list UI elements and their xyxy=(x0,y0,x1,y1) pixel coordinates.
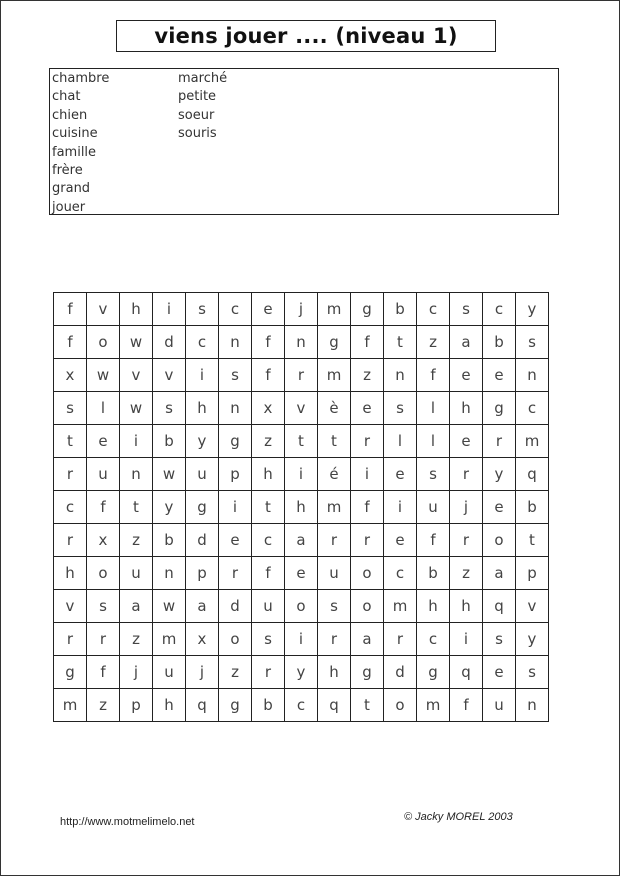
grid-cell[interactable]: g xyxy=(186,491,219,524)
grid-cell[interactable]: w xyxy=(153,458,186,491)
grid-row xyxy=(54,689,549,722)
grid-cell[interactable]: o xyxy=(285,590,318,623)
grid-cell[interactable]: r xyxy=(351,425,384,458)
grid-cell[interactable]: v xyxy=(54,590,87,623)
grid-cell[interactable]: a xyxy=(450,326,483,359)
grid-cell[interactable]: b xyxy=(384,293,417,326)
grid-cell[interactable]: c xyxy=(417,293,450,326)
grid-cell[interactable]: i xyxy=(450,623,483,656)
grid-cell[interactable]: s xyxy=(450,293,483,326)
grid-cell[interactable]: f xyxy=(351,326,384,359)
grid-cell[interactable]: i xyxy=(120,425,153,458)
grid-cell[interactable]: r xyxy=(483,425,516,458)
grid-cell[interactable]: q xyxy=(186,689,219,722)
grid-cell[interactable]: g xyxy=(54,656,87,689)
word-item: soeur xyxy=(178,107,215,123)
grid-cell[interactable]: n xyxy=(384,359,417,392)
grid-cell[interactable]: r xyxy=(219,557,252,590)
grid-cell[interactable]: m xyxy=(153,623,186,656)
grid-cell[interactable]: l xyxy=(384,425,417,458)
title-box xyxy=(116,20,496,52)
grid-cell[interactable]: v xyxy=(87,293,120,326)
word-search-grid xyxy=(53,292,549,722)
grid-cell[interactable]: v xyxy=(120,359,153,392)
grid-cell[interactable]: y xyxy=(186,425,219,458)
grid-cell[interactable]: p xyxy=(219,458,252,491)
word-list-column-1 xyxy=(52,70,109,217)
footer-copyright: © Jacky MOREL 2003 xyxy=(404,811,513,823)
grid-row xyxy=(54,425,549,458)
grid-cell[interactable]: c xyxy=(285,689,318,722)
grid-cell[interactable]: r xyxy=(450,524,483,557)
grid-cell[interactable]: r xyxy=(318,524,351,557)
grid-cell[interactable]: u xyxy=(153,656,186,689)
grid-cell[interactable]: h xyxy=(285,491,318,524)
grid-cell[interactable]: f xyxy=(351,491,384,524)
word-item: frère xyxy=(52,162,83,178)
word-list-box xyxy=(49,68,559,215)
grid-cell[interactable]: e xyxy=(252,293,285,326)
word-item: petite xyxy=(178,89,217,105)
grid-cell[interactable]: h xyxy=(252,458,285,491)
grid-cell[interactable]: w xyxy=(153,590,186,623)
grid-cell[interactable]: j xyxy=(450,491,483,524)
grid-cell[interactable]: c xyxy=(54,491,87,524)
grid-cell[interactable]: p xyxy=(516,557,549,590)
grid-cell[interactable]: r xyxy=(450,458,483,491)
grid-cell[interactable]: p xyxy=(186,557,219,590)
grid-cell[interactable]: b xyxy=(252,689,285,722)
grid-cell[interactable]: v xyxy=(153,359,186,392)
word-item: cuisine xyxy=(52,126,98,142)
grid-cell[interactable]: o xyxy=(351,557,384,590)
grid-row xyxy=(54,458,549,491)
grid-cell[interactable]: b xyxy=(516,491,549,524)
grid-cell[interactable]: z xyxy=(450,557,483,590)
grid-cell[interactable]: q xyxy=(318,689,351,722)
grid-cell[interactable]: i xyxy=(153,293,186,326)
grid-cell[interactable]: h xyxy=(450,590,483,623)
grid-cell[interactable]: z xyxy=(120,623,153,656)
grid-cell[interactable]: a xyxy=(351,623,384,656)
grid-cell[interactable]: a xyxy=(120,590,153,623)
grid-cell[interactable]: a xyxy=(483,557,516,590)
grid-cell[interactable]: f xyxy=(417,359,450,392)
grid-row xyxy=(54,557,549,590)
grid-cell[interactable]: r xyxy=(384,623,417,656)
grid-cell[interactable]: b xyxy=(153,425,186,458)
grid-cell[interactable]: s xyxy=(516,656,549,689)
grid-cell[interactable]: g xyxy=(219,689,252,722)
grid-cell[interactable]: f xyxy=(450,689,483,722)
grid-cell[interactable]: h xyxy=(417,590,450,623)
grid-cell[interactable]: i xyxy=(285,623,318,656)
grid-cell[interactable]: m xyxy=(54,689,87,722)
grid-cell[interactable]: z xyxy=(87,689,120,722)
grid-cell[interactable]: s xyxy=(54,392,87,425)
grid-cell[interactable]: b xyxy=(417,557,450,590)
grid-cell[interactable]: u xyxy=(318,557,351,590)
grid-cell[interactable]: u xyxy=(120,557,153,590)
grid-cell[interactable]: r xyxy=(285,359,318,392)
grid-cell[interactable]: y xyxy=(153,491,186,524)
word-item: chambre xyxy=(52,71,110,86)
grid-cell[interactable]: t xyxy=(384,326,417,359)
grid-cell[interactable]: n xyxy=(219,392,252,425)
page-title: viens jouer .... (niveau 1) xyxy=(154,24,458,48)
grid-cell[interactable]: e xyxy=(384,524,417,557)
grid-cell[interactable]: s xyxy=(417,458,450,491)
grid-cell[interactable]: n xyxy=(516,359,549,392)
grid-cell[interactable]: n xyxy=(153,557,186,590)
grid-cell[interactable]: i xyxy=(351,458,384,491)
grid-cell[interactable]: i xyxy=(384,491,417,524)
grid-cell[interactable]: m xyxy=(318,293,351,326)
word-item: souris xyxy=(178,126,217,142)
grid-cell[interactable]: m xyxy=(318,359,351,392)
grid-cell[interactable]: i xyxy=(186,359,219,392)
grid-cell[interactable]: o xyxy=(87,557,120,590)
grid-cell[interactable]: o xyxy=(351,590,384,623)
grid-cell[interactable]: e xyxy=(384,458,417,491)
grid-cell[interactable]: e xyxy=(483,656,516,689)
grid-cell[interactable]: f xyxy=(252,359,285,392)
grid-cell[interactable]: h xyxy=(186,392,219,425)
grid-cell[interactable]: j xyxy=(186,656,219,689)
grid-cell[interactable]: t xyxy=(318,425,351,458)
grid-cell[interactable]: s xyxy=(384,392,417,425)
grid-cell[interactable]: è xyxy=(318,392,351,425)
grid-cell[interactable]: s xyxy=(318,590,351,623)
grid-cell[interactable]: v xyxy=(516,590,549,623)
grid-cell[interactable]: g xyxy=(318,326,351,359)
grid-cell[interactable]: r xyxy=(54,524,87,557)
grid-cell[interactable]: c xyxy=(219,293,252,326)
grid-row xyxy=(54,392,549,425)
grid-cell[interactable]: z xyxy=(351,359,384,392)
grid-cell[interactable]: x xyxy=(87,524,120,557)
word-item: jouer xyxy=(52,199,86,215)
grid-cell[interactable]: c xyxy=(483,293,516,326)
grid-cell[interactable]: d xyxy=(153,326,186,359)
grid-cell[interactable]: u xyxy=(186,458,219,491)
grid-cell[interactable]: p xyxy=(120,689,153,722)
grid-cell[interactable]: f xyxy=(417,524,450,557)
grid-cell[interactable]: f xyxy=(87,656,120,689)
grid-row xyxy=(54,590,549,623)
grid-cell[interactable]: m xyxy=(318,491,351,524)
grid-cell[interactable]: d xyxy=(384,656,417,689)
grid-cell[interactable]: j xyxy=(120,656,153,689)
grid-cell[interactable]: e xyxy=(483,359,516,392)
grid-cell[interactable]: o xyxy=(87,326,120,359)
grid-cell[interactable]: h xyxy=(450,392,483,425)
grid-cell[interactable]: h xyxy=(120,293,153,326)
grid-cell[interactable]: x xyxy=(186,623,219,656)
grid-cell[interactable]: c xyxy=(384,557,417,590)
grid-cell[interactable]: t xyxy=(351,689,384,722)
grid-row xyxy=(54,359,549,392)
grid-cell[interactable]: u xyxy=(87,458,120,491)
grid-cell[interactable]: z xyxy=(252,425,285,458)
grid-cell[interactable]: f xyxy=(252,557,285,590)
grid-cell[interactable]: f xyxy=(54,326,87,359)
grid-cell[interactable]: t xyxy=(516,524,549,557)
grid-cell[interactable]: s xyxy=(87,590,120,623)
grid-cell[interactable]: e xyxy=(450,425,483,458)
word-item: grand xyxy=(52,181,91,197)
grid-cell[interactable]: m xyxy=(417,689,450,722)
grid-cell[interactable]: t xyxy=(252,491,285,524)
grid-cell[interactable]: c xyxy=(186,326,219,359)
grid-cell[interactable]: s xyxy=(483,623,516,656)
grid-cell[interactable]: n xyxy=(219,326,252,359)
grid-cell[interactable]: g xyxy=(219,425,252,458)
grid-cell[interactable]: l xyxy=(417,392,450,425)
grid-cell[interactable]: s xyxy=(516,326,549,359)
grid-cell[interactable]: y xyxy=(285,656,318,689)
grid-row xyxy=(54,293,549,326)
grid-cell[interactable]: g xyxy=(351,293,384,326)
grid-cell[interactable]: c xyxy=(516,392,549,425)
grid-cell[interactable]: s xyxy=(252,623,285,656)
grid-cell[interactable]: a xyxy=(186,590,219,623)
grid-cell[interactable]: s xyxy=(219,359,252,392)
grid-cell[interactable]: l xyxy=(417,425,450,458)
grid-cell[interactable]: m xyxy=(516,425,549,458)
grid-cell[interactable]: e xyxy=(450,359,483,392)
grid-cell[interactable]: q xyxy=(483,590,516,623)
grid-cell[interactable]: g xyxy=(483,392,516,425)
grid-cell[interactable]: o xyxy=(483,524,516,557)
grid-cell[interactable]: r xyxy=(54,623,87,656)
grid-cell[interactable]: w xyxy=(120,326,153,359)
grid-cell[interactable]: g xyxy=(351,656,384,689)
grid-cell[interactable]: h xyxy=(54,557,87,590)
grid-cell[interactable]: b xyxy=(483,326,516,359)
grid-row xyxy=(54,491,549,524)
grid-row xyxy=(54,326,549,359)
word-item: chien xyxy=(52,107,88,123)
grid-cell[interactable]: l xyxy=(87,392,120,425)
grid-cell[interactable]: o xyxy=(219,623,252,656)
word-item: marché xyxy=(178,71,228,86)
grid-cell[interactable]: h xyxy=(153,689,186,722)
grid-cell[interactable]: r xyxy=(87,623,120,656)
footer-url: http://www.motmelimelo.net xyxy=(60,816,195,828)
grid-cell[interactable]: w xyxy=(120,392,153,425)
word-item: famille xyxy=(52,144,97,160)
grid-cell[interactable]: x xyxy=(252,392,285,425)
grid-cell[interactable]: q xyxy=(516,458,549,491)
grid-cell[interactable]: y xyxy=(483,458,516,491)
grid-cell[interactable]: q xyxy=(450,656,483,689)
grid-cell[interactable]: é xyxy=(318,458,351,491)
word-item: chat xyxy=(52,89,81,105)
grid-cell[interactable]: f xyxy=(87,491,120,524)
grid-cell[interactable]: e xyxy=(285,557,318,590)
grid-cell[interactable]: b xyxy=(153,524,186,557)
grid-cell[interactable]: c xyxy=(252,524,285,557)
grid-cell[interactable]: v xyxy=(285,392,318,425)
grid-cell[interactable]: y xyxy=(516,293,549,326)
word-list-column-2 xyxy=(178,70,227,144)
grid-cell[interactable]: u xyxy=(417,491,450,524)
grid-cell[interactable]: r xyxy=(318,623,351,656)
grid-row xyxy=(54,623,549,656)
grid-cell[interactable]: e xyxy=(87,425,120,458)
grid-cell[interactable]: z xyxy=(417,326,450,359)
grid-cell[interactable]: a xyxy=(285,524,318,557)
grid-cell[interactable]: t xyxy=(54,425,87,458)
grid-cell[interactable]: r xyxy=(252,656,285,689)
grid-cell[interactable]: g xyxy=(417,656,450,689)
grid-cell[interactable]: e xyxy=(483,491,516,524)
grid-row xyxy=(54,656,549,689)
grid-cell[interactable]: o xyxy=(384,689,417,722)
grid-cell[interactable]: f xyxy=(54,293,87,326)
grid-cell[interactable]: t xyxy=(285,425,318,458)
grid-cell[interactable]: i xyxy=(285,458,318,491)
grid-cell[interactable]: u xyxy=(483,689,516,722)
grid-cell[interactable]: m xyxy=(384,590,417,623)
grid-cell[interactable]: s xyxy=(186,293,219,326)
grid-cell[interactable]: e xyxy=(219,524,252,557)
grid-cell[interactable]: f xyxy=(252,326,285,359)
grid-cell[interactable]: n xyxy=(516,689,549,722)
grid-cell[interactable]: z xyxy=(120,524,153,557)
grid-cell[interactable]: e xyxy=(351,392,384,425)
grid-cell[interactable]: t xyxy=(120,491,153,524)
grid-cell[interactable]: i xyxy=(219,491,252,524)
grid-cell[interactable]: d xyxy=(186,524,219,557)
grid-cell[interactable]: z xyxy=(219,656,252,689)
grid-cell[interactable]: d xyxy=(219,590,252,623)
grid-cell[interactable]: n xyxy=(120,458,153,491)
grid-cell[interactable]: r xyxy=(54,458,87,491)
grid-cell[interactable]: x xyxy=(54,359,87,392)
grid-cell[interactable]: j xyxy=(285,293,318,326)
grid-cell[interactable]: u xyxy=(252,590,285,623)
grid-cell[interactable]: r xyxy=(351,524,384,557)
grid-cell[interactable]: y xyxy=(516,623,549,656)
grid-cell[interactable]: h xyxy=(318,656,351,689)
grid-cell[interactable]: n xyxy=(285,326,318,359)
grid-row xyxy=(54,524,549,557)
grid-cell[interactable]: s xyxy=(153,392,186,425)
grid-cell[interactable]: c xyxy=(417,623,450,656)
grid-cell[interactable]: w xyxy=(87,359,120,392)
